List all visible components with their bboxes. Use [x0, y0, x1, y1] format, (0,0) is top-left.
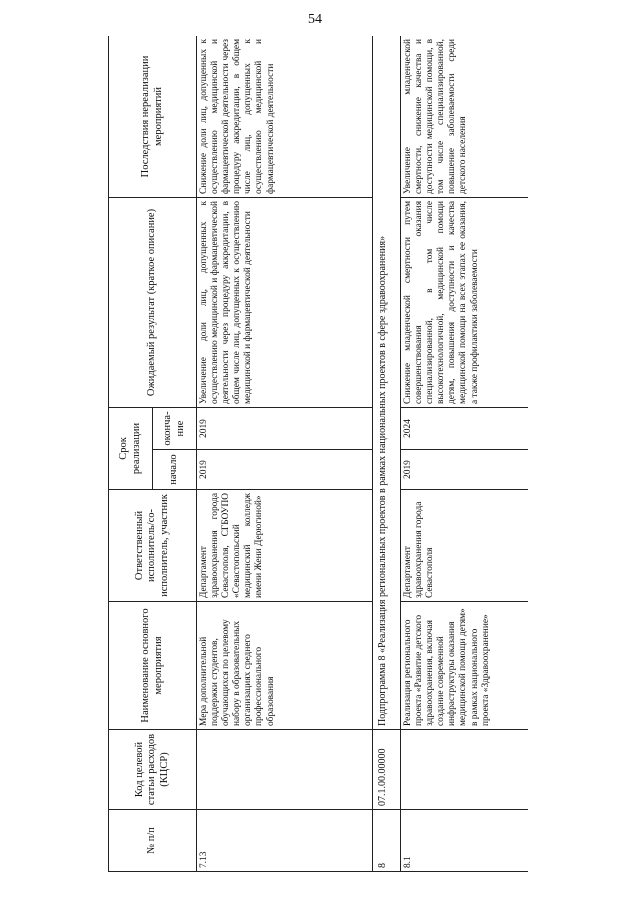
row-start: 2019 [197, 450, 373, 490]
header-code: Код целевой статьи расходов (КЦСР) [109, 730, 197, 810]
row-num: 8 [373, 810, 401, 872]
header-row [109, 36, 153, 872]
header-result: Ожидаемый результат (краткое описание) [109, 197, 197, 407]
row-name: Мера дополнительной поддержки студентов, обучающихся по целевому набору в образовательных организациях среднего профессионального образования [197, 602, 373, 730]
header-start: начало [153, 450, 197, 490]
header-name: Наименование основного мероприятия [109, 602, 197, 730]
table-row [401, 36, 529, 872]
row-result: Увеличение доли лиц, допущенных к осуществлению медицинской и фармацевтической деятельности через процедуру аккредитации, в общем числе лиц, допущенных к осуществлению медицинской и фармацевтической деятельности [197, 197, 373, 407]
rotated-table-area [108, 36, 528, 872]
row-executor: Департамент здравоохранения города Севастополя, СГБОУПО «Севастопольский медицинский колледж имени Жени Дерюгиной» [197, 490, 373, 602]
row-start: 2019 [401, 450, 529, 490]
row-num: 7.13 [197, 810, 373, 872]
row-name: Реализация регионального проекта «Развитие детского здравоохранения, включая создание современной инфраструктуры оказания медицинской помощи детям» в рамках национального проекта «Здравоохранение» [401, 602, 529, 730]
header-num: № п/п [109, 810, 197, 872]
row-end: 2024 [401, 407, 529, 449]
row-num: 8.1 [401, 810, 529, 872]
header-consequences: Последствия нереализации мероприятий [109, 36, 197, 197]
row-executor: Департамент здравоохранения города Севастополя [401, 490, 529, 602]
row-end: 2019 [197, 407, 373, 449]
header-executor: Ответственный исполнитель/со-исполнитель, участник [109, 490, 197, 602]
section-row [373, 36, 401, 872]
row-code: 07.1.00.00000 [373, 730, 401, 810]
row-code [401, 730, 529, 810]
section-title: Подпрограмма 8 «Реализация региональных проектов в рамках национальных проектов в сфере здравоохранения» [373, 36, 401, 730]
header-period: Срок реализации [109, 407, 153, 489]
row-code [197, 730, 373, 810]
row-result: Снижение младенческой смертности путем совершенствования оказания специализированной, в том числе высокотехнологичной, медицинской помощи детям, повышения доступности и качества медицинской помощи на всех этапах ее оказания, а также профилактики заболеваемости [401, 197, 529, 407]
page-number: 54 [308, 12, 322, 27]
row-consequences: Увеличение младенческой смертности, снижение качества и доступности медицинской помощи, в том числе специализированной, повышение заболеваемости среди детского населения [401, 36, 529, 197]
header-end: оконча-ние [153, 407, 197, 449]
row-consequences: Снижение доли лиц, допущенных к осуществлению медицинской и фармацевтической деятельности через процедуру аккредитации, в общем числе лиц, допущенных к осуществлению медицинской и фармацевтической деятельности [197, 36, 373, 197]
rotated-table-wrapper [108, 36, 528, 872]
table-row [197, 36, 373, 872]
program-activities-table [108, 36, 528, 872]
